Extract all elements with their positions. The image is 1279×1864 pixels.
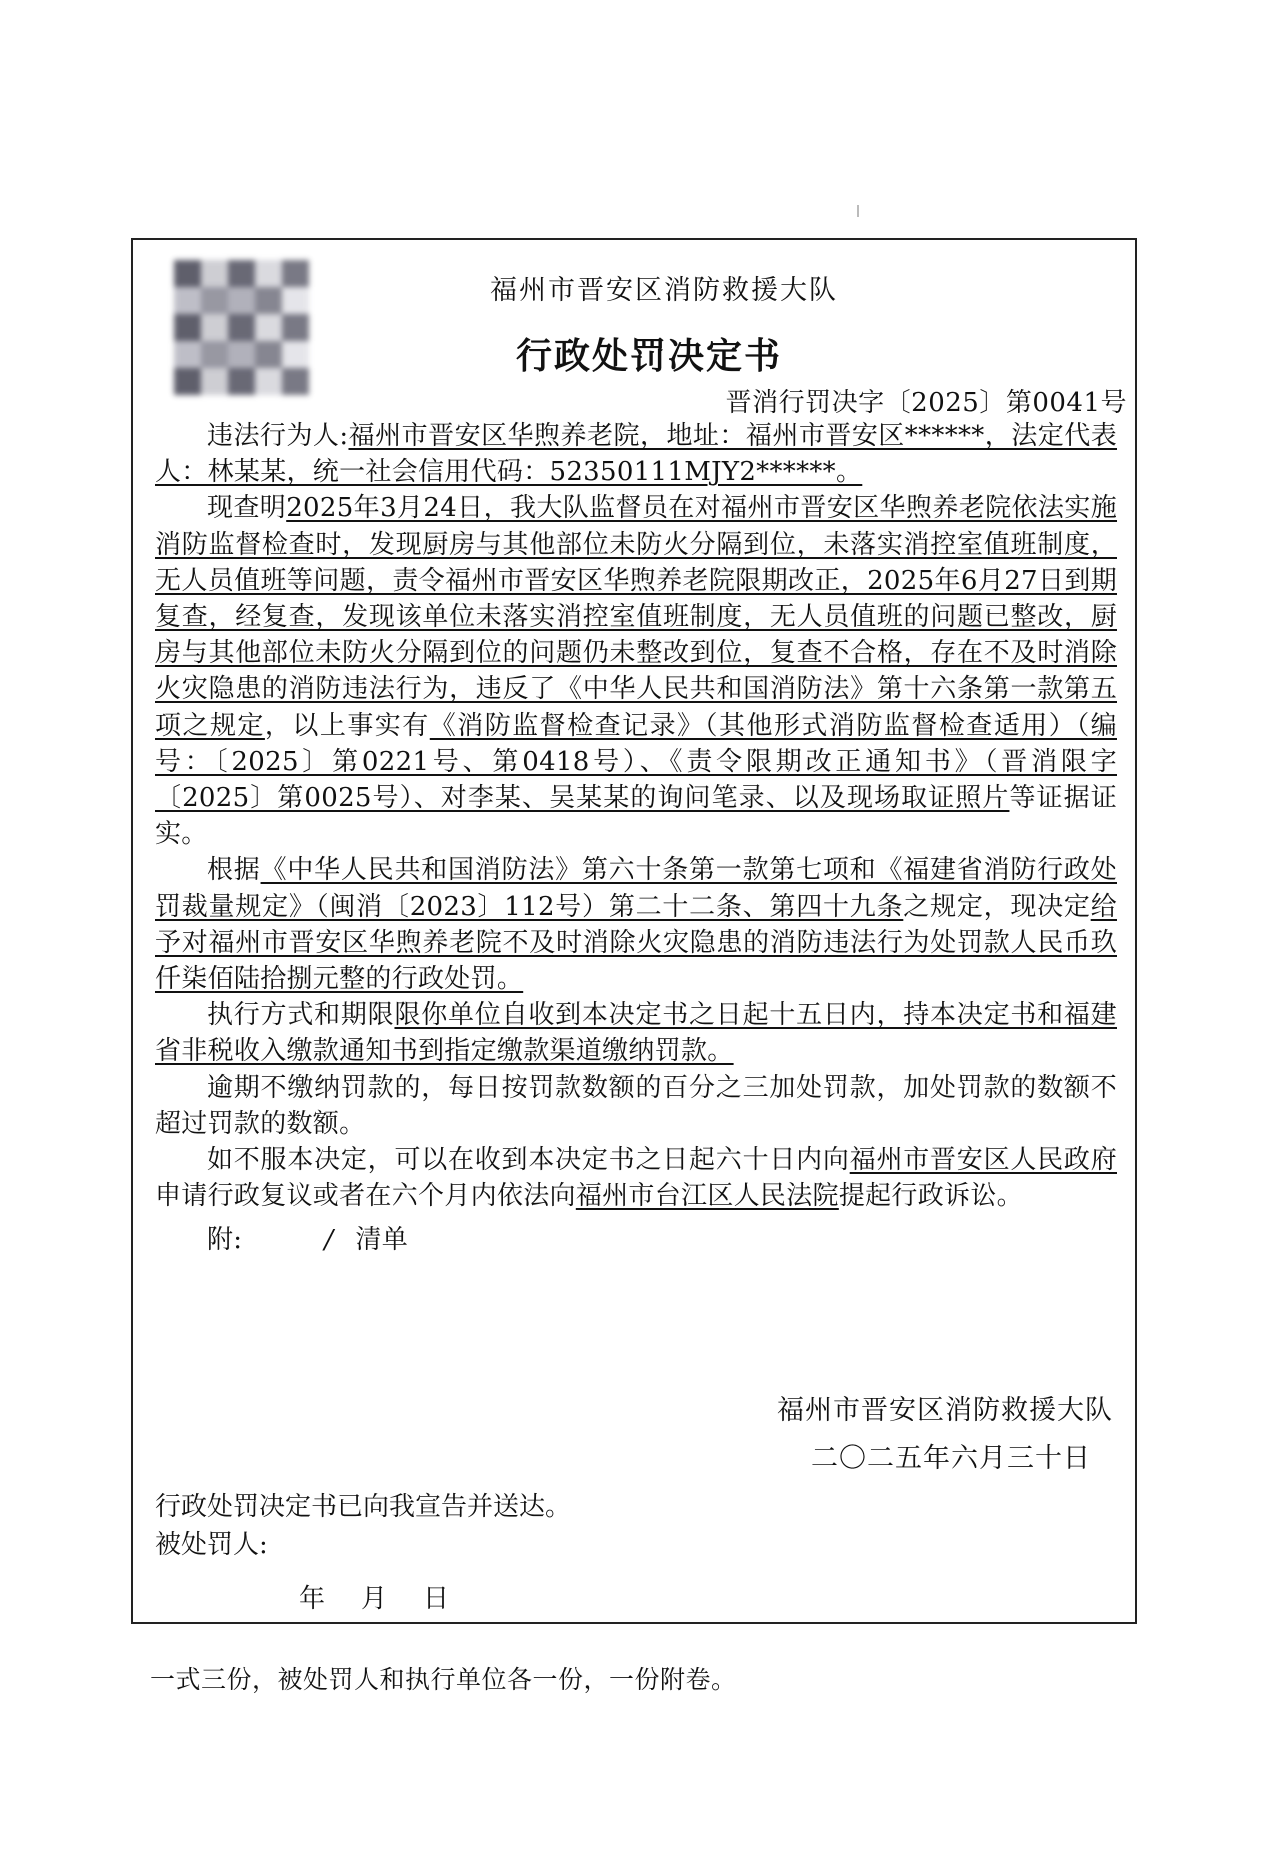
paragraph-execution (155, 997, 1117, 1069)
year-label: 年 (299, 1584, 326, 1614)
text-segment: 提起行政诉讼。 (838, 1181, 1023, 1212)
acknowledgement-statement: 行政处罚决定书已向我宣告并送达。 (155, 1492, 572, 1522)
attachment-label: 附: (207, 1225, 243, 1256)
underlined-text-segment: 2025年3月24日，我大队监督员在对福州市晋安区华煦养老院依法实施消防监督检查时，发现厨房与其他部位未防火分隔到位，未落实消控室值班制度，无人员值班等问题，责令福州市晋安区华煦养老院限期改正，2025年6月27日到期复查，经复查，发现该单位未落实消控室值班制度，无人员值班的问题已整改，厨房与其他部位未防火分隔到位的问题仍未整改到位，复查不合格，存在不及时消除火灾隐患的消防违法行为，违反了《中华人民共和国消防法》第十六条第一款第五项之规定 (155, 493, 1118, 741)
signature-date: 二〇二五年六月三十日 (811, 1443, 1091, 1474)
day-label: 日 (423, 1584, 450, 1614)
signature-agency: 福州市晋安区消防救援大队 (777, 1395, 1113, 1426)
attachment-line (155, 1222, 1117, 1258)
acknowledgement-date (299, 1578, 485, 1615)
scan-mark (857, 205, 859, 217)
attachment-mark: / (324, 1225, 334, 1256)
document-title: 行政处罚决定书 (515, 335, 782, 377)
text-segment: 如不服本决定，可以在收到本决定书之日起六十日内向 (207, 1145, 850, 1176)
copies-footnote: 一式三份，被处罚人和执行单位各一份，一份附卷。 (150, 1665, 737, 1694)
underlined-text-segment: 给予对福州市晋安区华煦养老院不及时消除火灾隐患的消防违法行为处罚款人民币玖仟柒佰陆拾捌元整的行政处罚。 (155, 891, 1117, 995)
text-segment: 根据 (207, 855, 261, 886)
issuing-agency: 福州市晋安区消防救援大队 (490, 275, 838, 306)
paragraph-findings (155, 490, 1117, 852)
document-number: 晋消行罚决字〔2025〕第0041号 (725, 388, 1127, 418)
text-segment: 等证据证实。 (155, 783, 1117, 850)
underlined-text-segment: 限你单位自收到本决定书之日起十五日内，持本决定书和福建省非税收入缴款通知书到指定缴款渠道缴纳罚款。 (155, 1000, 1117, 1067)
underlined-text-segment: 福州市晋安区人民政府 (849, 1145, 1117, 1176)
underlined-text-segment: 《消防监督检查记录》（其他形式消防监督检查适用）（编号：〔2025〕第0221号、第0418号）、《责令限期改正通知书》（晋消限字〔2025〕第0025号）、对李某、吴某某的询问笔录、以及现场取证照片 (155, 710, 1117, 814)
text-segment: 之规定，现决定 (903, 891, 1091, 922)
penalized-party-label: 被处罚人: (155, 1530, 268, 1560)
text-segment: ，以上事实有 (264, 710, 430, 741)
text-segment: 申请行政复议或者在六个月内依法向 (155, 1181, 576, 1212)
underlined-text-segment: 福州市晋安区华煦养老院，地址：福州市晋安区******，法定代表人：林某某，统一社会信用代码：52350111MJY2******。 (155, 421, 1118, 488)
month-label: 月 (361, 1584, 388, 1614)
paragraph-late-penalty (155, 1070, 1117, 1142)
decision-body (155, 418, 1117, 1259)
document-frame (131, 238, 1137, 1624)
text-segment: 现查明 (207, 493, 287, 524)
text-segment: 执行方式和期限 (207, 1000, 395, 1031)
attachment-item: 清单 (355, 1225, 409, 1256)
underlined-text-segment: 《中华人民共和国消防法》第六十条第一款第七项和《福建省消防行政处罚裁量规定》（闽消〔2023〕112号）第二十二条、第四十九条 (155, 855, 1117, 922)
underlined-text-segment: 福州市台江区人民法院 (575, 1181, 839, 1212)
paragraph-decision (155, 852, 1117, 997)
paragraph-appeal-rights (155, 1142, 1117, 1214)
text-segment: 逾期不缴纳罚款的，每日按罚款数额的百分之三加处罚款，加处罚款的数额不超过罚款的数额。 (155, 1072, 1117, 1139)
paragraph-offender (155, 418, 1117, 490)
text-segment: 违法行为人: (207, 421, 349, 451)
